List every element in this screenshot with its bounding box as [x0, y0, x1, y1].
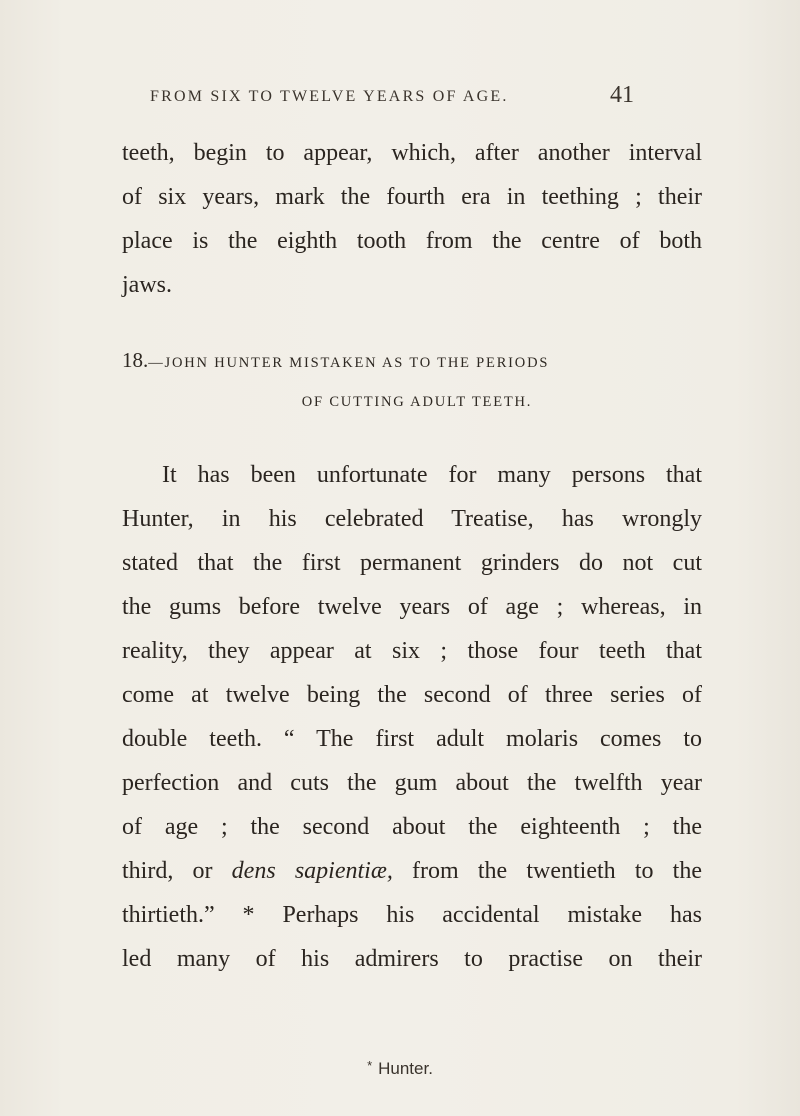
section-number: 18. [122, 348, 149, 372]
text-line: Hunter, in his celebrated Treatise, has wrongly [122, 506, 702, 532]
section-title-line-1: —JOHN HUNTER MISTAKEN AS TO THE PERIODS [148, 355, 550, 371]
paragraph-1 [122, 131, 702, 307]
text-line: the gums before twelve years of age ; whereas, in [122, 594, 702, 620]
text-run: third, or [122, 858, 232, 884]
text-line-with-italic [122, 849, 702, 893]
text-line: place is the eighth tooth from the centre of both [122, 228, 702, 254]
running-head [0, 82, 800, 112]
text-line: thirtieth.” * Perhaps his accidental mistake has [122, 902, 702, 928]
text-run: from the twentieth to the [392, 858, 702, 884]
text-line: of age ; the second about the eighteenth ; the [122, 814, 702, 840]
text-line: jaws. [122, 272, 172, 298]
text-line: come at twelve being the second of three series of [122, 682, 702, 708]
italic-latin-term: dens sapientiæ, [231, 858, 393, 884]
text-line: perfection and cuts the gum about the twelfth year [122, 770, 702, 796]
text-line: stated that the first permanent grinders do not cut [122, 550, 702, 576]
text-line: It has been unfortunate for many persons that [162, 462, 702, 488]
section-heading [122, 348, 712, 410]
text-line: of six years, mark the fourth era in teething ; their [122, 184, 702, 210]
text-line: double teeth. “ The first adult molaris comes to [122, 726, 702, 752]
section-title-line-2: OF CUTTING ADULT TEETH. [301, 394, 533, 410]
text-line: led many of his admirers to practise on their [122, 946, 702, 972]
footnote-mark: * [367, 1058, 373, 1073]
footnote-text: Hunter. [378, 1059, 433, 1078]
running-title: FROM SIX TO TWELVE YEARS OF AGE. [150, 88, 509, 105]
text-line: reality, they appear at six ; those four teeth that [122, 638, 702, 664]
text-line: teeth, begin to appear, which, after another interval [122, 140, 702, 166]
footnote [0, 1058, 800, 1079]
paragraph-2 [122, 453, 702, 981]
page-number: 41 [610, 82, 634, 108]
